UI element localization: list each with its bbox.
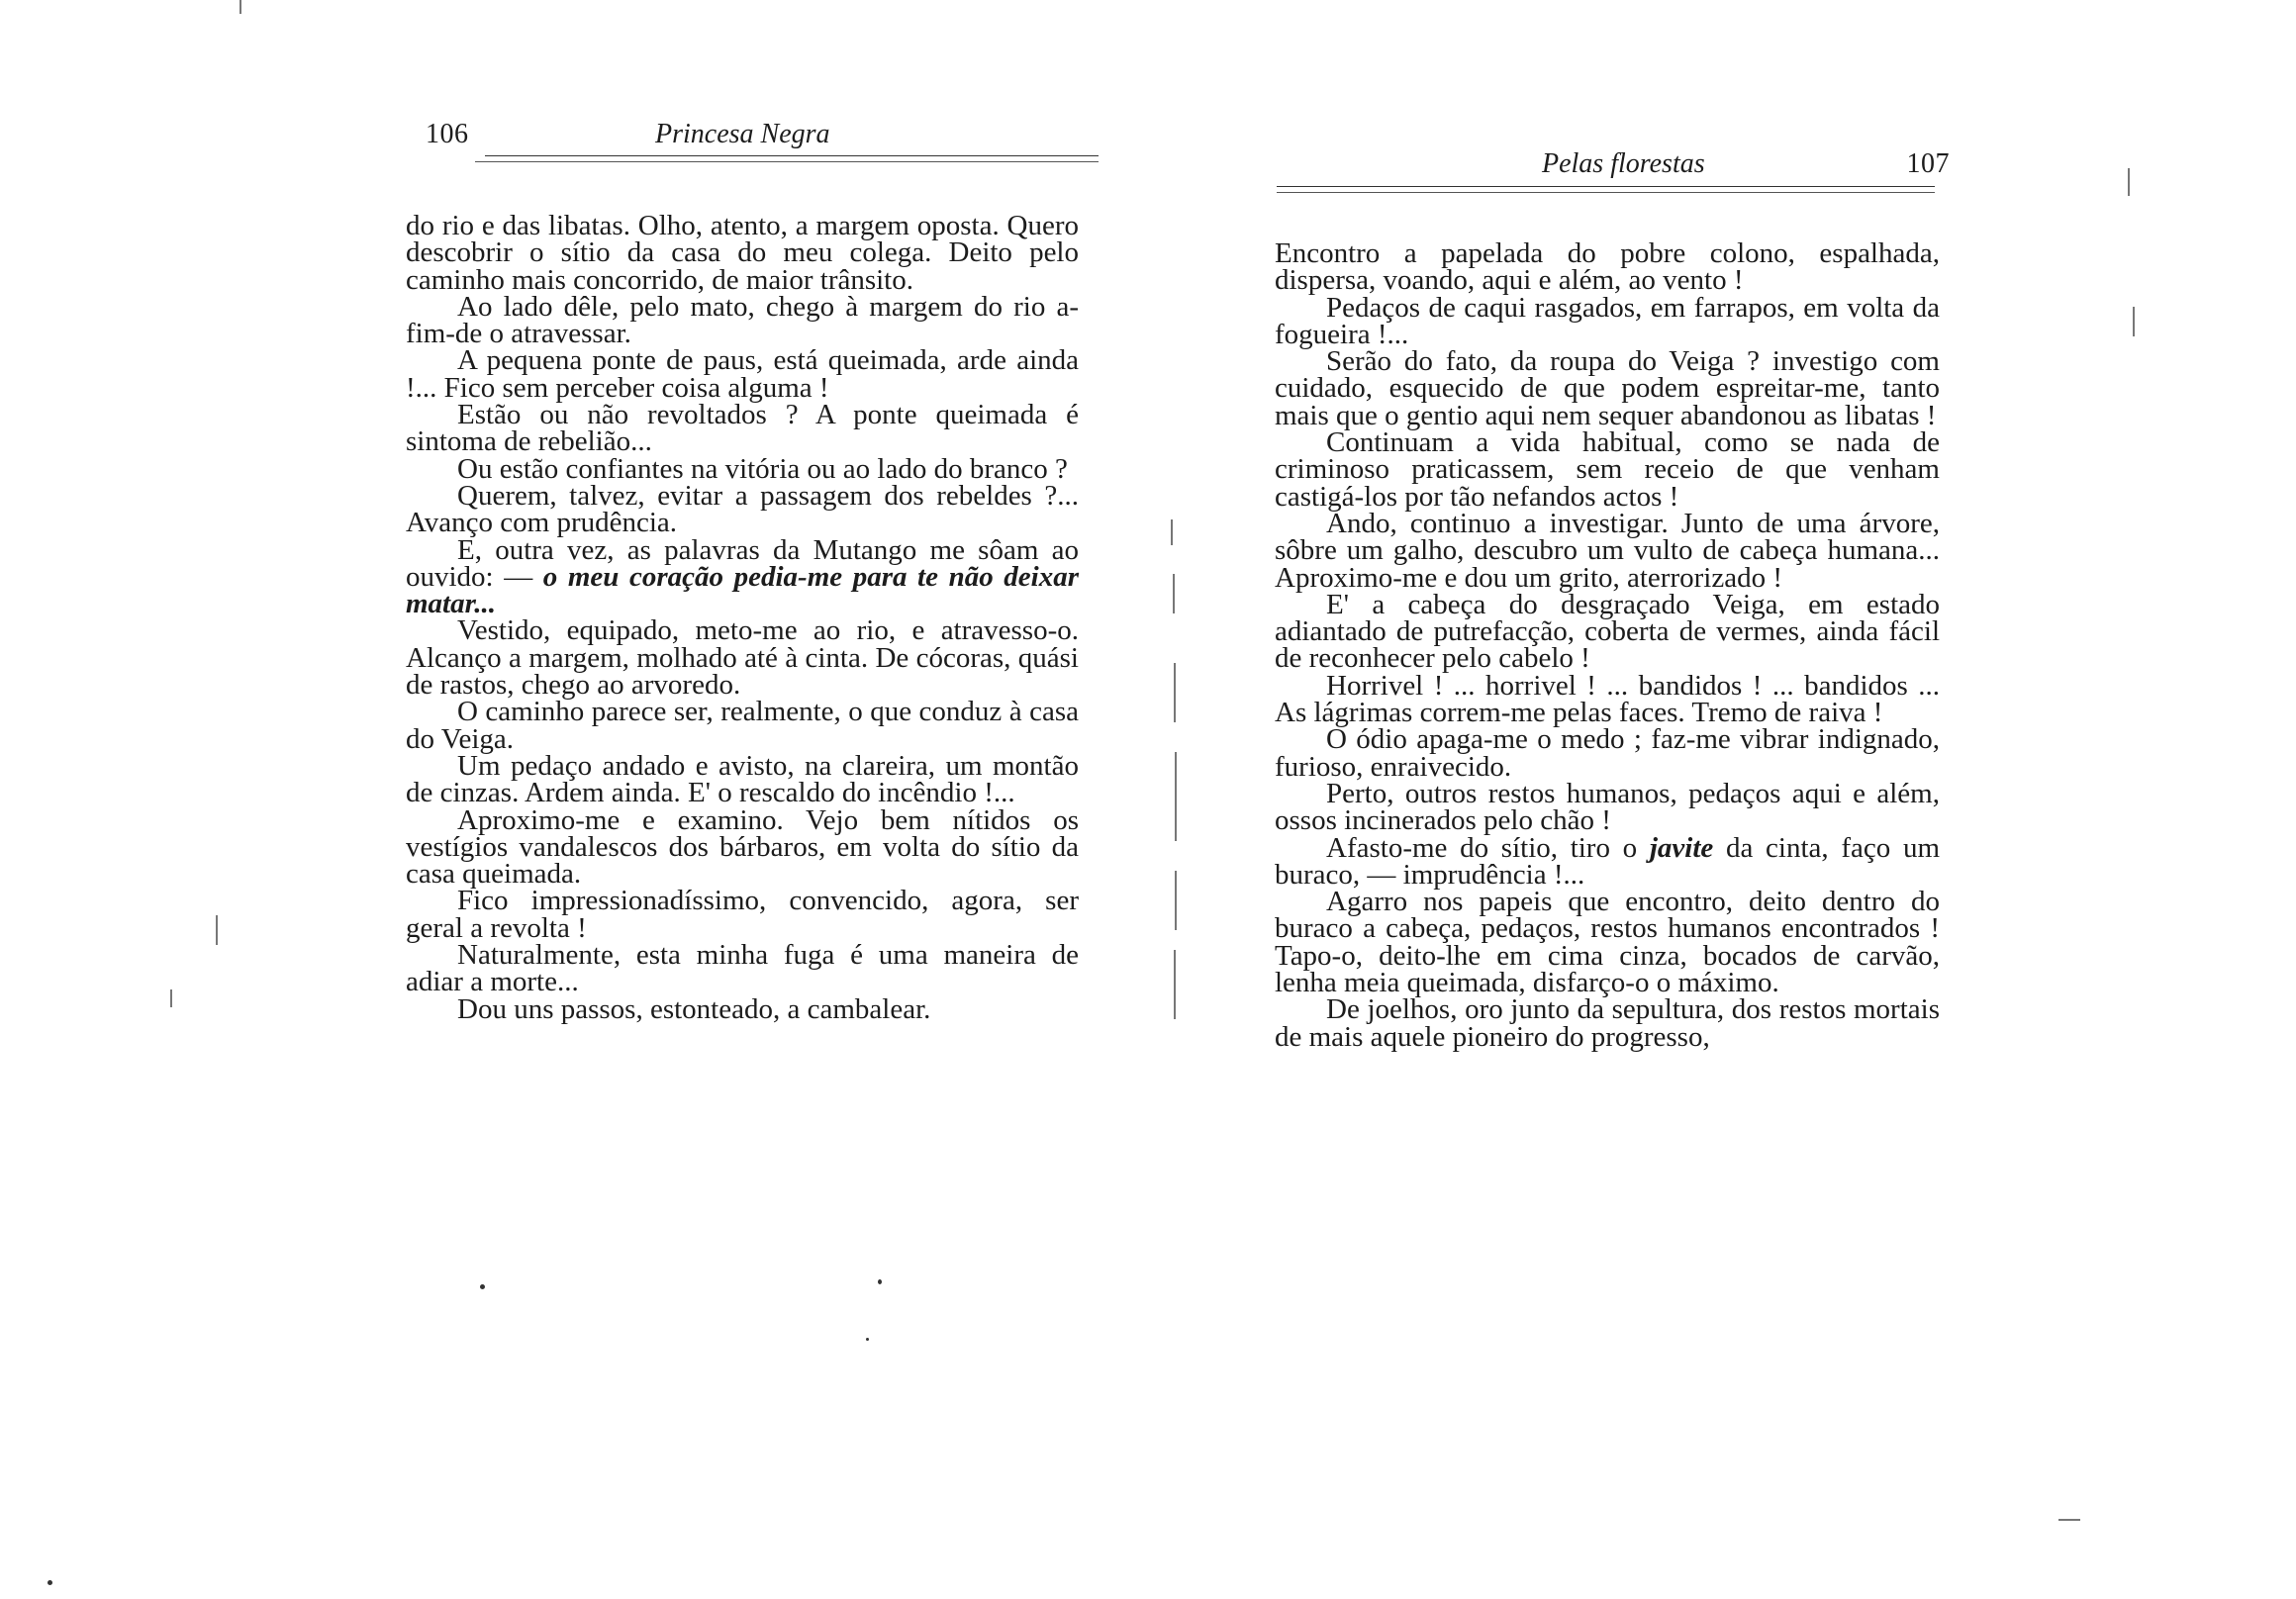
text-run: Continuam a vida habitual, como se nada de criminoso praticassem, sem receio de que venham castigá-los por tão nefandos actos ! bbox=[1275, 426, 1940, 513]
text-run: Vestido, equipado, meto-me ao rio, e atravesso-o. Alcanço a margem, molhado até à cinta. De cócoras, quási de rastos, chego ao arvoredo. bbox=[406, 614, 1079, 702]
paragraph bbox=[406, 939, 1079, 998]
text-run: Afasto-me do sítio, tiro o bbox=[1326, 831, 1650, 864]
text-run: A pequena ponte de paus, está queimada, arde ainda !... Fico sem perceber coisa alguma ! bbox=[406, 344, 1079, 404]
paragraph bbox=[406, 803, 1079, 891]
right-head-rule-thin bbox=[1277, 192, 1935, 193]
text-run: da cinta, faço um buraco, — imprudência !... bbox=[1275, 831, 1940, 891]
italic-text: javite bbox=[1649, 831, 1714, 864]
text-run: Ando, continuo a investigar. Junto de uma árvore, sôbre um galho, descubro um vulto de cabeça humana... Aproximo-me e dou um grito, aterrorizado ! bbox=[1275, 507, 1940, 594]
text-run: E' a cabeça do desgraçado Veiga, em estado adiantado de putrefacção, coberta de vermes, ainda fácil de reconhecer pelo cabelo ! bbox=[1275, 588, 1940, 675]
paragraph bbox=[1275, 777, 1940, 837]
scan-speck bbox=[480, 1284, 485, 1289]
left-head-rule bbox=[485, 155, 1099, 156]
text-run: Serão do fato, da roupa do Veiga ? investigo com cuidado, esquecido de que podem espreitar-me, tanto mais que o gentio aqui nem sequer abandonou as libatas ! bbox=[1275, 345, 1940, 431]
paragraph bbox=[406, 452, 1079, 485]
left-head-rule-thin bbox=[475, 161, 1099, 162]
paragraph bbox=[1275, 723, 1940, 783]
text-run: E, outra vez, as palavras da Mutango me sôam ao ouvido: — bbox=[406, 533, 1079, 593]
margin-mark bbox=[2128, 168, 2130, 196]
scan-speck bbox=[866, 1338, 869, 1341]
right-running-head bbox=[1277, 139, 1950, 198]
paragraph bbox=[406, 344, 1079, 404]
paragraph bbox=[1275, 237, 1940, 297]
gutter-mark bbox=[1171, 519, 1173, 545]
paragraph bbox=[1275, 831, 1940, 891]
italic-text: o meu coração pedia-me para te não deixar matar... bbox=[406, 560, 1079, 620]
paragraph bbox=[406, 696, 1079, 755]
right-body-text bbox=[1275, 237, 1940, 1053]
left-running-head bbox=[376, 109, 1069, 168]
margin-mark bbox=[239, 0, 241, 14]
gutter-mark bbox=[1174, 950, 1176, 1019]
left-page-number: 106 bbox=[426, 119, 469, 149]
text-run: O ódio apaga-me o medo ; faz-me vibrar indignado, furioso, enraivecido. bbox=[1275, 723, 1940, 783]
right-head-rule bbox=[1277, 186, 1935, 187]
text-run: Agarro nos papeis que encontro, deito dentro do buraco a cabeça, pedaços, restos humanos encontrados ! Tapo-o, deito-lhe em cima cinza, bocados de carvão, lenha meia queimada, disfarço-o o máximo. bbox=[1275, 886, 1940, 999]
paragraph bbox=[1275, 291, 1940, 350]
paragraph bbox=[406, 614, 1079, 702]
paragraph bbox=[1275, 345, 1940, 431]
text-run: Horrivel ! ... horrivel ! ... bandidos ! ... bandidos ... As lágrimas correm-me pelas faces. Tremo de raiva ! bbox=[1275, 669, 1940, 729]
text-run: Querem, talvez, evitar a passagem dos rebeldes ?... Avanço com prudência. bbox=[406, 479, 1079, 539]
margin-mark bbox=[2058, 1519, 2080, 1521]
text-run: Fico impressionadíssimo, convencido, agora, ser geral a revolta ! bbox=[406, 885, 1079, 944]
text-run: Estão ou não revoltados ? A ponte queimada é sintoma de rebelião... bbox=[406, 399, 1079, 458]
paragraph bbox=[406, 479, 1079, 539]
left-running-title: Princesa Negra bbox=[655, 119, 830, 149]
gutter-mark bbox=[1175, 871, 1177, 930]
paragraph bbox=[1275, 426, 1940, 513]
paragraph bbox=[406, 210, 1079, 296]
margin-mark bbox=[170, 989, 172, 1007]
text-run: Um pedaço andado e avisto, na clareira, um montão de cinzas. Ardem ainda. E' o rescaldo do incêndio !... bbox=[406, 749, 1079, 809]
text-run: do rio e das libatas. Olho, atento, a margem oposta. Quero descobrir o sítio da casa do meu colega. Deito pelo caminho mais concorrido, de maior trânsito. bbox=[406, 210, 1079, 296]
paragraph bbox=[1275, 507, 1940, 594]
paragraph bbox=[406, 749, 1079, 809]
right-running-title: Pelas florestas bbox=[1542, 148, 1705, 179]
text-run: Pedaços de caqui rasgados, em farrapos, em volta da fogueira !... bbox=[1275, 291, 1940, 350]
text-run: Dou uns passos, estonteado, a cambalear. bbox=[457, 992, 931, 1025]
text-run: Perto, outros restos humanos, pedaços aqui e além, ossos incinerados pelo chão ! bbox=[1275, 777, 1940, 837]
text-run: O caminho parece ser, realmente, o que conduz à casa do Veiga. bbox=[406, 696, 1079, 755]
scan-speck bbox=[48, 1580, 52, 1585]
scan-speck bbox=[878, 1279, 882, 1284]
paragraph bbox=[406, 885, 1079, 944]
paragraph bbox=[406, 290, 1079, 350]
paragraph bbox=[406, 399, 1079, 458]
text-run: Naturalmente, esta minha fuga é uma maneira de adiar a morte... bbox=[406, 939, 1079, 998]
text-run: De joelhos, oro junto da sepultura, dos restos mortais de mais aquele pioneiro do progresso, bbox=[1275, 993, 1940, 1053]
paragraph bbox=[1275, 669, 1940, 729]
margin-mark bbox=[2133, 307, 2135, 336]
text-run: Aproximo-me e examino. Vejo bem nítidos os vestígios vandalescos dos bárbaros, em volta do sítio da casa queimada. bbox=[406, 803, 1079, 891]
margin-mark bbox=[216, 915, 218, 945]
paragraph bbox=[406, 533, 1079, 620]
left-body-text bbox=[406, 210, 1079, 1025]
text-run: Encontro a papelada do pobre colono, espalhada, dispersa, voando, aqui e além, ao vento ! bbox=[1275, 237, 1940, 297]
paragraph bbox=[406, 992, 1079, 1025]
right-page-number: 107 bbox=[1906, 148, 1950, 179]
paragraph bbox=[1275, 588, 1940, 675]
gutter-mark bbox=[1175, 752, 1177, 841]
gutter-mark bbox=[1173, 574, 1175, 613]
text-run: Ao lado dêle, pelo mato, chego à margem do rio a-fim-de o atravessar. bbox=[406, 290, 1079, 350]
paragraph bbox=[1275, 886, 1940, 999]
paragraph bbox=[1275, 993, 1940, 1053]
gutter-mark bbox=[1174, 663, 1176, 722]
text-run: Ou estão confiantes na vitória ou ao lado do branco ? bbox=[457, 452, 1068, 485]
